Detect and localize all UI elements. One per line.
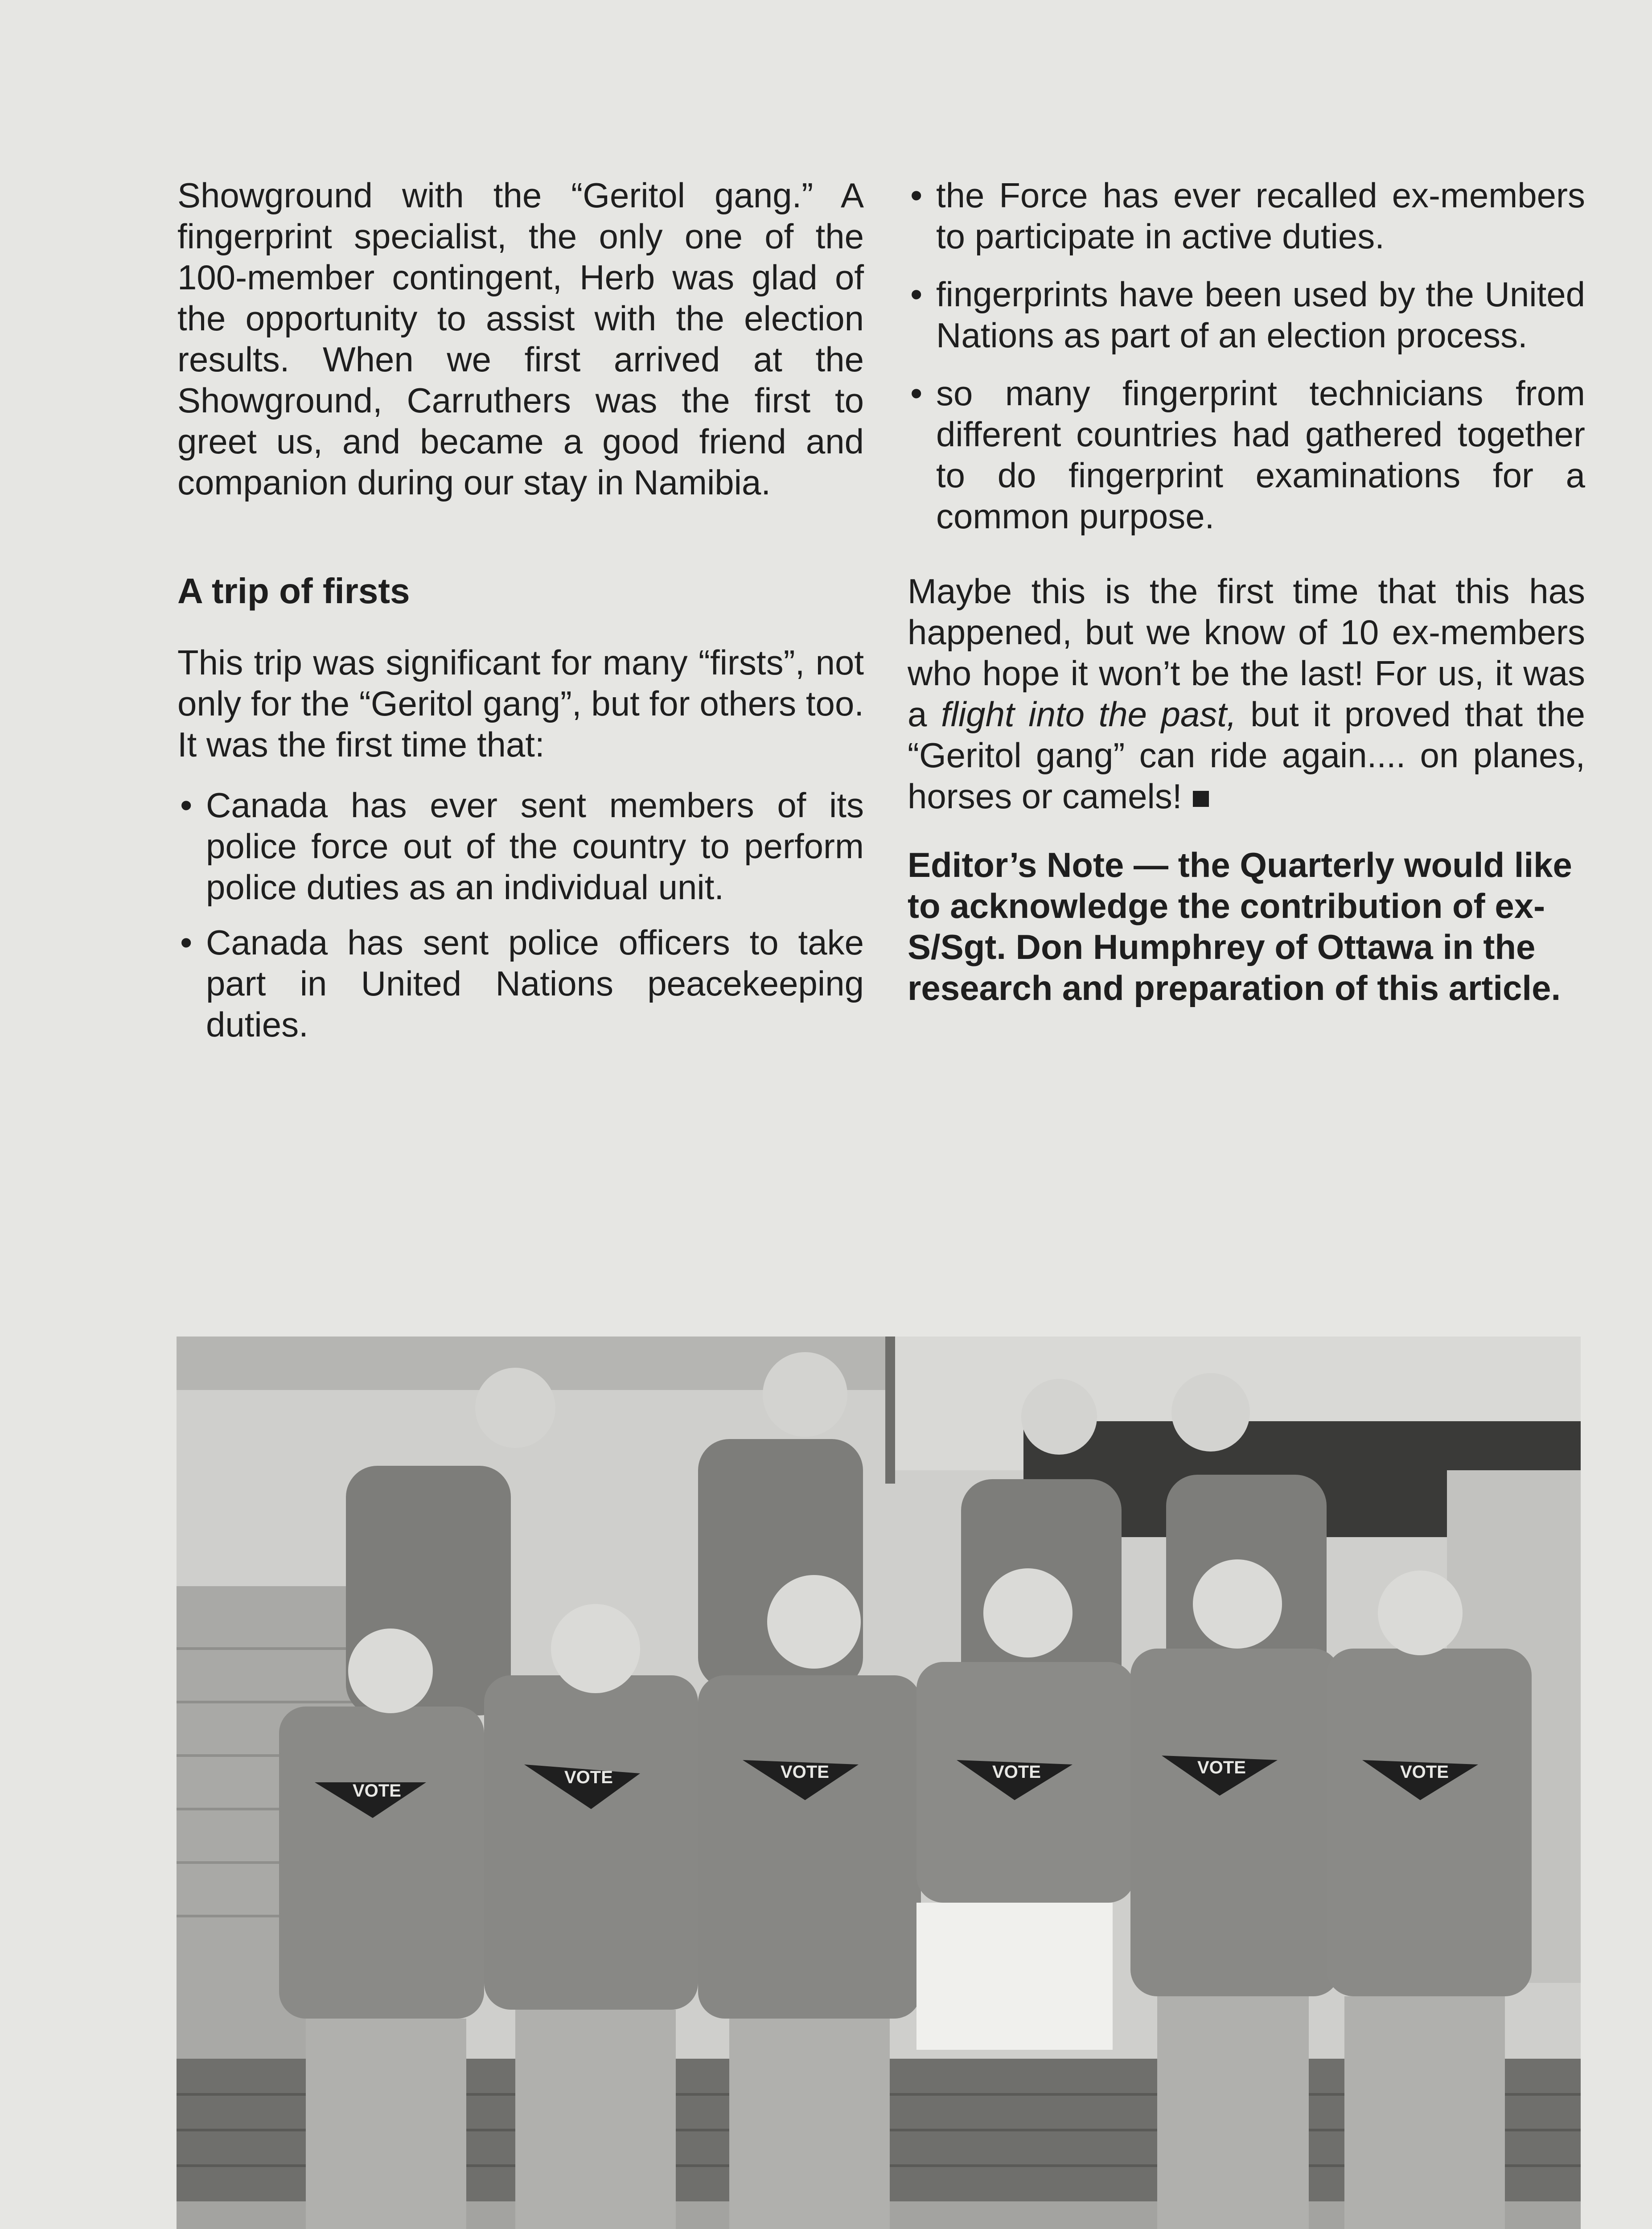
group-photo <box>177 1337 1581 2229</box>
closing-text-italic: flight into the past, <box>941 695 1237 734</box>
left-column <box>177 175 864 1045</box>
closing-text-start: Maybe this is the first time that this has happened, but we know of 10 ex-members who hope it won’t be the last! For us, it was a <box>908 572 1585 734</box>
bullet-item: • fingerprints have been used by the United Nations as part of an election process. <box>908 274 1585 356</box>
closing-paragraph <box>908 571 1585 817</box>
bullet-item: • Canada has sent police officers to take part in United Nations peacekeeping duties. <box>177 922 864 1045</box>
editor-note: Editor’s Note — the Quarterly would like to acknowledge the contribution of ex-S/Sgt. Don Humphrey of Ottawa in the research and preparation of this article. <box>908 845 1572 1008</box>
right-bullet-list <box>908 175 1585 537</box>
left-bullet-list <box>177 785 864 1045</box>
bullet-item: • the Force has ever recalled ex-members to participate in active duties. <box>908 175 1585 257</box>
right-column <box>908 175 1585 1008</box>
intro-paragraph: Showground with the “Geritol gang.” A fingerprint specialist, the only one of the 100-member contingent, Herb was glad of the opportunity to assist with the election results. When we first arrived at the Showground, Carruthers was the first to greet us, and became a good friend and companion during our stay in Namibia. <box>177 176 864 502</box>
group-photo-illustration <box>177 1337 1581 2229</box>
shirt-text: VOTE <box>564 1768 613 1787</box>
shirt-text: VOTE <box>781 1762 829 1782</box>
closing-text-end: but it proved that the “Geritol gang” can ride again.... on planes, horses or camels! <box>908 695 1585 816</box>
firsts-paragraph: This trip was significant for many “firsts”, not only for the “Geritol gang”, but for others too. It was the first time that: <box>177 643 864 764</box>
shirt-text: VOTE <box>1197 1758 1246 1777</box>
shirt-text: VOTE <box>1400 1762 1449 1782</box>
end-of-article-mark <box>1193 791 1209 807</box>
shirt-text: VOTE <box>353 1781 401 1801</box>
section-heading: A trip of firsts <box>177 571 410 611</box>
bullet-item: • so many fingerprint technicians from different countries had gathered together to do fingerprint examinations for a common purpose. <box>908 373 1585 537</box>
bullet-item: • Canada has ever sent members of its police force out of the country to perform police duties as an individual unit. <box>177 785 864 908</box>
shirt-text: VOTE <box>992 1762 1041 1782</box>
